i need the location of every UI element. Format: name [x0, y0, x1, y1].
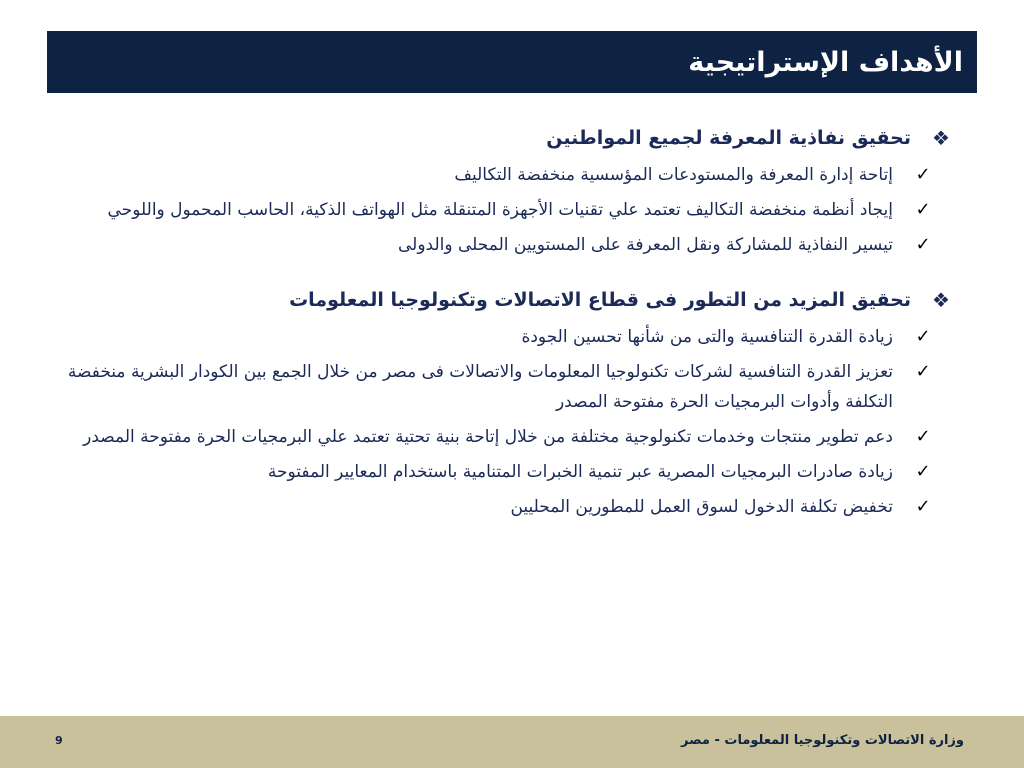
slide-content [36, 124, 971, 548]
list-item [36, 230, 971, 260]
section-heading-row [36, 124, 971, 152]
diamond-bullet-icon: ❖ [932, 288, 950, 312]
checkmark-icon: ✓ [915, 496, 931, 517]
checkmark-icon: ✓ [915, 426, 931, 447]
list-item [36, 422, 971, 452]
checkmark-icon: ✓ [915, 164, 931, 185]
list-item [36, 322, 971, 352]
list-item-text: زيادة القدرة التنافسية والتى من شأنها تحسين الجودة [521, 327, 893, 347]
section-heading: تحقيق نفاذية المعرفة لجميع المواطنين [546, 127, 911, 149]
list-item [36, 195, 971, 225]
section-knowledge-access [36, 124, 971, 260]
checkmark-icon: ✓ [915, 361, 931, 382]
list-item [36, 457, 971, 487]
section-heading-row [36, 286, 971, 314]
checkmark-icon: ✓ [915, 234, 931, 255]
list-item-text: إتاحة إدارة المعرفة والمستودعات المؤسسية منخفضة التكاليف [454, 165, 893, 185]
diamond-bullet-icon: ❖ [932, 126, 950, 150]
list-item [36, 160, 971, 190]
slide-title: الأهداف الإستراتيجية [688, 46, 963, 78]
checkmark-icon: ✓ [915, 199, 931, 220]
checkmark-icon: ✓ [915, 326, 931, 347]
footer-bar [0, 716, 1024, 768]
footer-organization: وزارة الاتصالات وتكنولوجيا المعلومات - مصر [680, 733, 964, 748]
page-number: 9 [55, 734, 63, 747]
title-bar [47, 31, 977, 93]
section-heading: تحقيق المزيد من التطور فى قطاع الاتصالات وتكنولوجيا المعلومات [289, 289, 911, 311]
list-item-text: تعزيز القدرة التنافسية لشركات تكنولوجيا المعلومات والاتصالات فى مصر من خلال الجمع بين الكودار البشرية منخفضة التكلفة وأدوات البرمجيات الحرة مفتوحة المصدر [67, 362, 893, 412]
list-item-text: تخفيض تكلفة الدخول لسوق العمل للمطورين المحليين [510, 497, 893, 517]
list-item-text: زيادة صادرات البرمجيات المصرية عبر تنمية الخبرات المتنامية باستخدام المعايير المفتوحة [267, 462, 893, 482]
list-item [36, 357, 971, 417]
list-item [36, 492, 971, 522]
list-item-text: إيجاد أنظمة منخفضة التكاليف تعتمد علي تقنيات الأجهزة المتنقلة مثل الهواتف الذكية، الحاسب المحمول واللوحي [107, 200, 893, 220]
list-item-text: دعم تطوير منتجات وخدمات تكنولوجية مختلفة من خلال إتاحة بنية تحتية تعتمد علي البرمجيات الحرة مفتوحة المصدر [83, 427, 893, 447]
list-item-text: تيسير النفاذية للمشاركة ونقل المعرفة على المستويين المحلى والدولى [397, 235, 893, 255]
section-ict-development [36, 286, 971, 522]
checkmark-icon: ✓ [915, 461, 931, 482]
